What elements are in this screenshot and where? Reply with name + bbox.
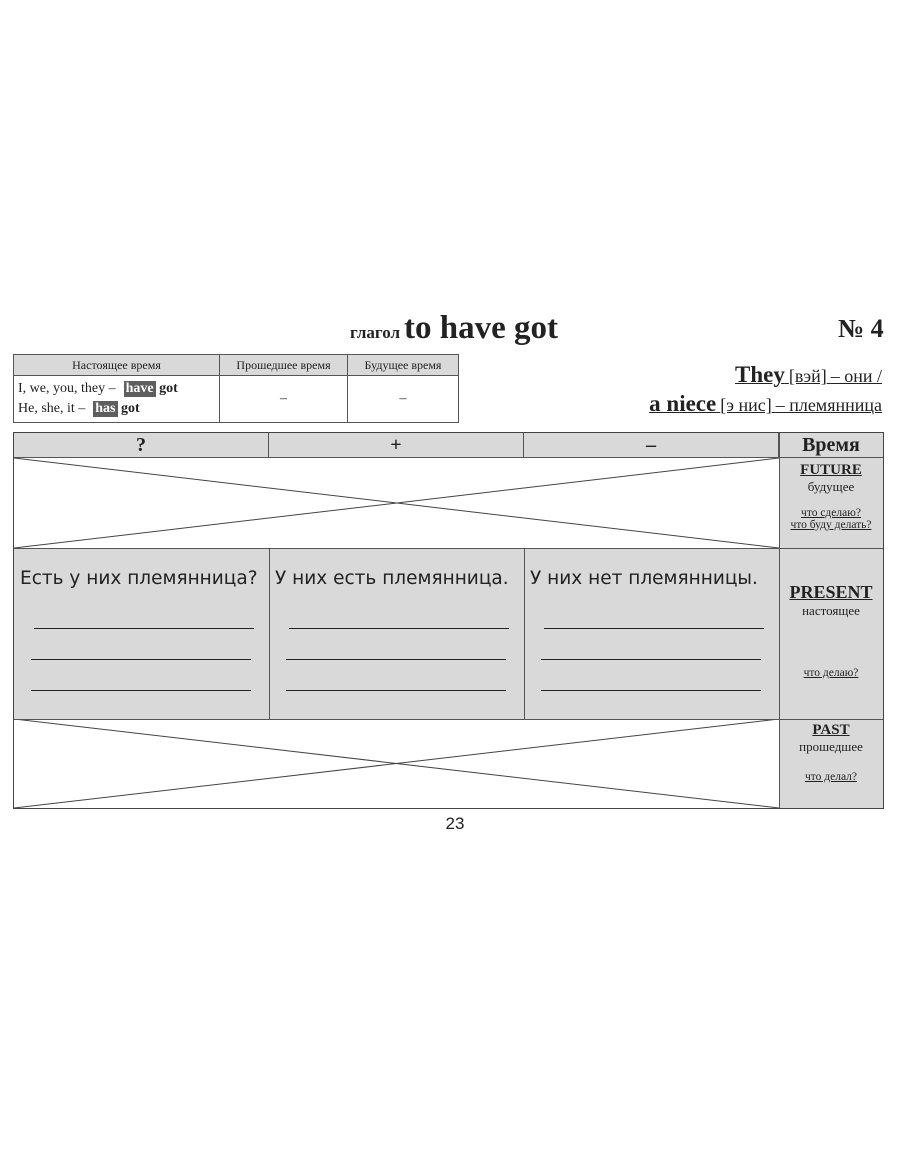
vocab-word: a niece xyxy=(649,391,717,416)
column-header-positive: + xyxy=(269,433,524,458)
time-present-en: PRESENT xyxy=(789,582,873,602)
answer-line xyxy=(289,628,509,629)
vocab-translation: – племянница xyxy=(775,395,882,415)
time-future-q2: что буду делать? xyxy=(790,519,872,531)
verb-have: have xyxy=(125,381,154,396)
exercise-grid xyxy=(13,432,884,809)
vocab-niece xyxy=(649,391,882,417)
answer-line xyxy=(286,659,506,660)
present-row-singular xyxy=(14,399,219,419)
future-crossed-out xyxy=(14,458,779,548)
answer-line xyxy=(31,659,251,660)
column-header-negative: – xyxy=(524,433,779,458)
column-divider xyxy=(524,548,525,719)
pronouns-singular: He, she, it – xyxy=(18,401,86,416)
column-divider xyxy=(779,433,780,808)
time-future-q1: что сделаю? xyxy=(801,507,861,519)
column-divider xyxy=(269,548,270,719)
column-header-time: Время xyxy=(779,433,883,458)
time-past-ru: прошедшее xyxy=(799,739,863,754)
header-future: Будущее время xyxy=(348,355,459,376)
answer-line xyxy=(544,628,764,629)
present-row-plural xyxy=(14,379,219,399)
aux-got-1: got xyxy=(159,381,178,396)
vocab-they xyxy=(735,362,882,388)
present-question-cell xyxy=(14,548,269,719)
answer-line xyxy=(286,690,506,691)
sentence-question: Есть у них племянница? xyxy=(20,568,258,589)
header-past: Прошедшее время xyxy=(220,355,348,376)
page-title xyxy=(350,310,558,347)
tense-reference-table xyxy=(13,354,459,423)
column-header-question: ? xyxy=(14,433,269,458)
present-positive-cell xyxy=(269,548,524,719)
time-past-en: PAST xyxy=(812,722,850,738)
title-main: to have got xyxy=(404,310,558,346)
time-present-cell xyxy=(779,548,883,719)
sentence-positive: У них есть племянница. xyxy=(275,568,509,589)
vocab-transcription: [вэй] xyxy=(788,366,827,386)
present-negative-cell xyxy=(524,548,779,719)
answer-line xyxy=(34,628,254,629)
answer-line xyxy=(31,690,251,691)
sentence-negative: У них нет племянницы. xyxy=(530,568,758,589)
vocab-transcription: [э нис] xyxy=(720,395,772,415)
time-present-q: что делаю? xyxy=(803,667,859,679)
time-future-cell xyxy=(779,458,883,548)
title-prefix: глагол xyxy=(350,323,401,342)
time-past-cell xyxy=(779,719,883,808)
future-dash: – xyxy=(348,376,459,423)
exercise-number: № 4 xyxy=(838,314,884,343)
row-divider xyxy=(14,719,883,720)
page-number: 23 xyxy=(445,814,465,833)
vocab-translation: – они / xyxy=(830,366,882,386)
time-present-ru: настоящее xyxy=(802,603,860,618)
time-past-q: что делал? xyxy=(804,771,858,783)
row-divider xyxy=(14,548,883,549)
header-present: Настоящее время xyxy=(14,355,220,376)
answer-line xyxy=(541,690,761,691)
answer-line xyxy=(541,659,761,660)
vocab-word: They xyxy=(735,362,785,387)
verb-has: has xyxy=(95,401,116,416)
time-future-en: FUTURE xyxy=(800,462,862,478)
aux-got-2: got xyxy=(121,401,140,416)
present-forms-cell xyxy=(14,376,220,423)
past-crossed-out xyxy=(14,719,779,808)
time-future-ru: будущее xyxy=(807,479,855,494)
past-dash: – xyxy=(220,376,348,423)
pronouns-plural: I, we, you, they – xyxy=(18,381,116,396)
